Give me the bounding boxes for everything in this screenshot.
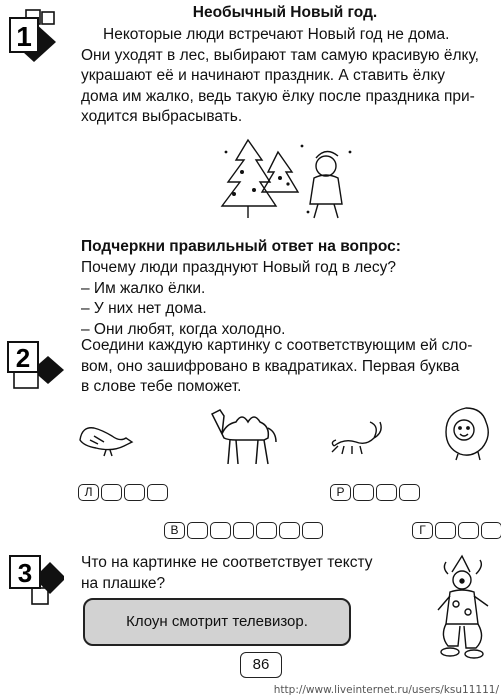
- paragraph-line: дома им жалко, ведь такую ёлку после праздника при-: [81, 87, 475, 105]
- clown-picture: [432, 554, 498, 664]
- footer-url[interactable]: http://www.liveinternet.ru/users/ksu11111/: [273, 684, 499, 696]
- letter-box-empty[interactable]: [187, 522, 208, 539]
- letter-box-empty[interactable]: [399, 484, 420, 501]
- answer-option[interactable]: – У них нет дома.: [81, 300, 207, 317]
- christmas-tree-illustration: [218, 132, 358, 224]
- letter-box-empty[interactable]: [233, 522, 254, 539]
- task-number-2: 2: [15, 343, 31, 373]
- paragraph-line: Некоторые люди встречают Новый год не дома.: [103, 26, 450, 43]
- task2-line: вом, оно зашифровано в квадратиках. Первая буква: [81, 357, 460, 375]
- letter-box-first[interactable]: В: [164, 522, 185, 539]
- letter-box-empty[interactable]: [353, 484, 374, 501]
- question-line: Почему люди празднуют Новый год в лесу?: [81, 259, 397, 276]
- task1-options: [81, 258, 501, 340]
- paragraph-line: ходится выбрасывать.: [81, 108, 243, 125]
- task3-text: [81, 553, 411, 594]
- letter-box-empty[interactable]: [101, 484, 122, 501]
- letter-box-first[interactable]: Г: [412, 522, 433, 539]
- word-boxes-g: [412, 522, 501, 539]
- caption-plaque: Клоун смотрит телевизор.: [83, 598, 351, 646]
- letter-box-empty[interactable]: [302, 522, 323, 539]
- task-number-1: 1: [16, 21, 32, 52]
- lion-picture[interactable]: [438, 404, 494, 462]
- task1-paragraph: [81, 25, 501, 128]
- task2-line: Соедини каждую картинку с соответствующим ей сло-: [81, 337, 473, 354]
- letter-box-empty[interactable]: [481, 522, 501, 539]
- answer-option[interactable]: – Они любят, когда холодно.: [81, 320, 286, 338]
- letter-box-empty[interactable]: [210, 522, 231, 539]
- letter-box-empty[interactable]: [376, 484, 397, 501]
- letter-box-empty[interactable]: [458, 522, 479, 539]
- task3-line: Что на картинке не соответствует тексту: [81, 554, 373, 571]
- letter-box-empty[interactable]: [124, 484, 145, 501]
- goose-picture[interactable]: [76, 418, 134, 458]
- task1-question: Подчеркни правильный ответ на вопрос:: [81, 238, 401, 255]
- crayfish-picture[interactable]: [328, 416, 384, 456]
- task3-line: на плашке?: [81, 574, 166, 592]
- word-boxes-l: [78, 484, 168, 501]
- letter-box-empty[interactable]: [435, 522, 456, 539]
- letter-box-empty[interactable]: [279, 522, 300, 539]
- word-boxes-r: [330, 484, 420, 501]
- camel-picture[interactable]: [206, 404, 282, 468]
- paragraph-line: Они уходят в лес, выбирают там самую красивую ёлку,: [81, 46, 479, 64]
- letter-box-empty[interactable]: [147, 484, 168, 501]
- task-number-3: 3: [17, 558, 33, 588]
- task1-title: Необычный Новый год.: [192, 4, 378, 21]
- task2-line: в слове тебе поможет.: [81, 378, 242, 395]
- task-number-badge-3: [6, 552, 64, 610]
- paragraph-line: украшают её и начинают праздник. А ставить ёлку: [81, 67, 446, 84]
- letter-box-first[interactable]: Р: [330, 484, 351, 501]
- letter-box-empty[interactable]: [256, 522, 277, 539]
- task-number-badge-1: [6, 8, 64, 66]
- page-number: 86: [240, 652, 282, 678]
- letter-box-first[interactable]: Л: [78, 484, 99, 501]
- word-boxes-v: [164, 522, 323, 539]
- task-number-badge-2: [6, 338, 64, 396]
- answer-option[interactable]: – Им жалко ёлки.: [81, 279, 206, 297]
- task2-text: [81, 336, 501, 398]
